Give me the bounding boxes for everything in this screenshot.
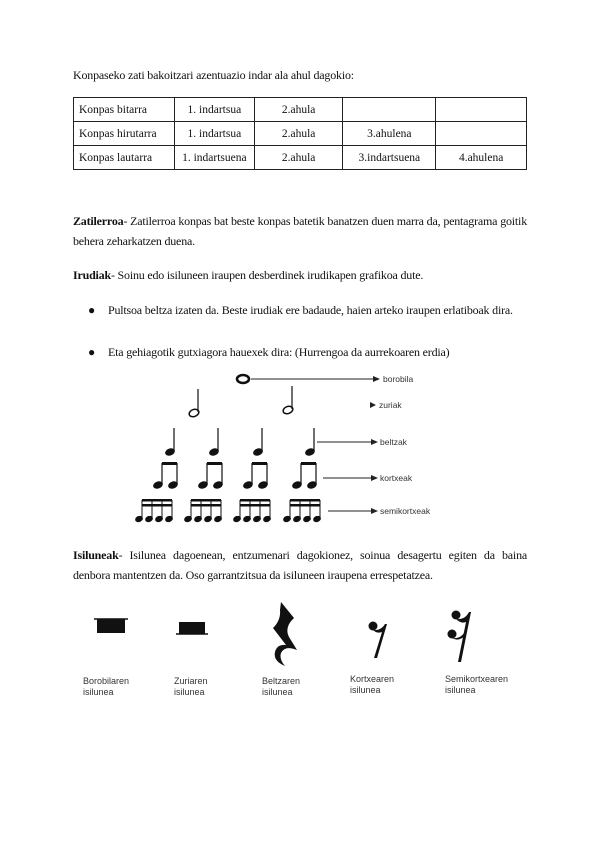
- table-cell: 4.ahulena: [436, 146, 527, 170]
- table-row: [74, 122, 527, 146]
- eighth-rest-icon: [369, 622, 388, 659]
- table-cell: [436, 98, 527, 122]
- sixteenth-notes-icon: [134, 499, 174, 523]
- zatilerroa-text: - Zatilerroa konpas bat beste konpas batetik banatzen duen marra da, pentagrama goitik behera zeharkatzen duena.: [73, 214, 527, 248]
- table-cell: 1. indartsua: [174, 122, 254, 146]
- rest-label-line: isilunea: [262, 687, 293, 697]
- quarter-note-icon: [208, 428, 220, 457]
- irudiak-paragraph: [73, 265, 527, 285]
- sixteenth-notes-icon: [282, 499, 322, 523]
- rest-label-line: isilunea: [350, 685, 381, 695]
- rest-label: [350, 674, 440, 696]
- quarter-rest-icon: [273, 602, 297, 666]
- zatilerroa-paragraph: [73, 211, 527, 251]
- table-row: [74, 98, 527, 122]
- table-cell: 2.ahula: [254, 122, 343, 146]
- rest-label: [262, 676, 352, 698]
- konpas-table: [73, 97, 527, 170]
- bullet-text: Pultsoa beltza izaten da. Beste irudiak ere badaude, haien arteko iraupen erlatiboak dira.: [108, 303, 513, 317]
- label-beltzak: beltzak: [380, 437, 407, 447]
- sixteenth-notes-icon: [232, 499, 272, 523]
- table-cell: 3.ahulena: [343, 122, 436, 146]
- eighth-notes-icon: [197, 462, 224, 490]
- half-note-icon: [282, 386, 294, 415]
- label-zuriak: zuriak: [379, 400, 402, 410]
- rest-label: [83, 676, 173, 698]
- rest-label-line: Semikortxearen: [445, 674, 509, 684]
- table-cell: Konpas bitarra: [74, 98, 175, 122]
- rest-label-line: isilunea: [174, 687, 205, 697]
- rest-label-line: Borobilaren: [83, 676, 130, 686]
- rest-label-line: Zuriaren: [174, 676, 208, 686]
- half-note-icon: [188, 389, 200, 418]
- isiluneak-term: Isiluneak: [73, 548, 119, 562]
- bullet-dot-icon: ●: [88, 345, 96, 359]
- sixteenth-rest-icon: [448, 611, 472, 663]
- rest-label-line: isilunea: [83, 687, 114, 697]
- bullet-item: [88, 300, 527, 320]
- rest-label-line: Beltzaren: [262, 676, 301, 686]
- rest-label: [174, 676, 264, 698]
- table-cell: [343, 98, 436, 122]
- bullet-item: [88, 342, 527, 362]
- eighth-notes-icon: [291, 462, 318, 490]
- rest-label: [445, 674, 535, 696]
- table-cell: Konpas lautarra: [74, 146, 175, 170]
- half-rest-icon: [176, 622, 208, 634]
- label-semikortxeak: semikortxeak: [380, 506, 431, 516]
- table-cell: 1. indartsuena: [174, 146, 254, 170]
- irudiak-term: Irudiak: [73, 268, 111, 282]
- rest-label-line: isilunea: [445, 685, 476, 695]
- whole-note-icon: [237, 375, 249, 383]
- intro-text: Konpaseko zati bakoitzari azentuazio indar ala ahul dagokio:: [73, 68, 354, 82]
- table-cell: Konpas hirutarra: [74, 122, 175, 146]
- eighth-notes-icon: [152, 462, 179, 490]
- table-cell: 2.ahula: [254, 146, 343, 170]
- whole-rest-icon: [94, 619, 128, 633]
- sixteenth-notes-icon: [183, 499, 223, 523]
- note-figures-diagram: [125, 368, 475, 528]
- table-row: [74, 146, 527, 170]
- isiluneak-text: - Isilunea dagoenean, entzumenari dagokionez, soinua desagertu egiten da baina denbora mantentzen da. Oso garrantzitsua da isiluneen iraupena errespetatzea.: [73, 548, 527, 582]
- rest-label-line: Kortxearen: [350, 674, 395, 684]
- bullet-text: Eta gehiagotik gutxiagora hauexek dira: (Hurrengoa da aurrekoaren erdia): [108, 345, 450, 359]
- isiluneak-paragraph: [73, 545, 527, 585]
- table-cell: 1. indartsua: [174, 98, 254, 122]
- irudiak-text: - Soinu edo isiluneen iraupen desberdinek irudikapen grafikoa dute.: [110, 268, 424, 282]
- quarter-note-icon: [304, 428, 316, 457]
- table-cell: 3.indartsuena: [343, 146, 436, 170]
- label-borobila: borobila: [383, 374, 414, 384]
- bullet-dot-icon: ●: [88, 303, 96, 317]
- table-cell: [436, 122, 527, 146]
- quarter-note-icon: [164, 428, 176, 457]
- table-cell: 2.ahula: [254, 98, 343, 122]
- rests-diagram: [80, 600, 520, 670]
- zatilerroa-term: Zatilerroa: [73, 214, 124, 228]
- label-kortxeak: kortxeak: [380, 473, 413, 483]
- quarter-note-icon: [252, 428, 264, 457]
- eighth-notes-icon: [242, 462, 269, 490]
